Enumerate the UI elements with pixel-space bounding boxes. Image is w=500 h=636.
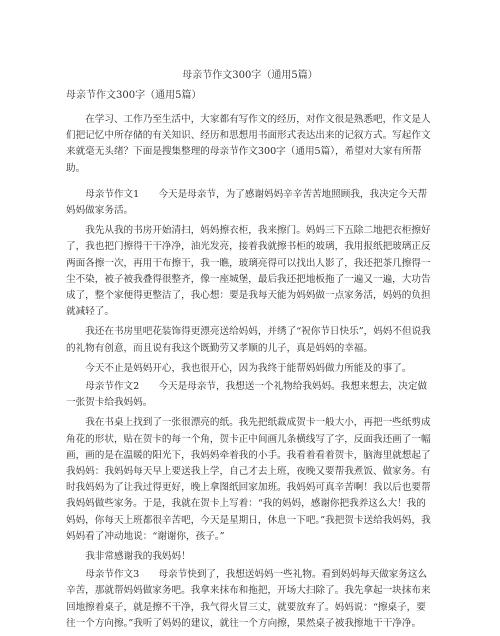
document-title: 母亲节作文300字（通用5篇） bbox=[182, 70, 318, 81]
essay-1-paragraph: 今天不止是妈妈开心，我也很开心，因为我终于能帮妈妈做力所能及的事了。 bbox=[85, 362, 412, 374]
essay-2-heading-paragraph: 母亲节作文2 今天是母亲节，我想送一个礼物给我妈妈。我想来想去，决定做一张贺卡给我妈妈。 bbox=[66, 381, 428, 409]
essay-1-paragraph: 我先从我的书房开始清扫，妈妈擦衣柜，我来擦门。妈妈三下五除二地把衣柜擦好了，我也把门擦得干干净净，油光发亮，接着我就擦书柜的玻璃，我用报纸把玻璃正反两面各擦一次，再用干布擦干，我一瞧，玻璃亮得可以找出人影了，我还把茶几擦得一尘不染，被子被我叠得很整齐，像一座城堡，最后我还把地板拖了一遍又一遍，大功告成了，整个家便得更整洁了，我心想：要是我每天能为妈妈做一点家务活，妈妈的负担就减轻了。 bbox=[66, 225, 431, 318]
essay-3-heading-paragraph: 母亲节作文3 母亲节快到了，我想送妈妈一些礼物。看到妈妈每天做家务这么辛苦，那就帮妈妈做家务吧。我拿来抹布和拖把，开场大扫除了。我先拿起一块抹布来回地擦着桌子，就是擦不干净，我气得火冒三丈，就要放弃了。妈妈说：“擦桌子，要往一个方向擦。”我听了妈妈的建议，就往一个方向擦，果然桌子被我擦地干干净净。 bbox=[66, 569, 431, 629]
essay-1-heading-paragraph: 母亲节作文1 今天是母亲节，为了感谢妈妈辛辛苦苦地照顾我，我决定今天帮妈妈做家务活。 bbox=[66, 188, 428, 217]
document-body bbox=[66, 112, 434, 636]
intro-paragraph: 在学习、工作乃至生活中，大家都有写作文的经历，对作文很是熟悉吧，作文是人们把记忆中所存储的有关知识、经历和思想用书面形式表达出来的记叙方式。写起作文来就毫无头绪？下面是搜集整理的母亲节作文300字（通用5篇），希望对大家有所帮助。 bbox=[66, 114, 431, 174]
essay-2-paragraph: 我在书桌上找到了一张很漂亮的纸。我先把纸裁成贺卡一般大小，再把一些纸剪成角花的形状，贴在贺卡的每一个角，贺卡正中间画儿条横线写了字，反面我还画了一幅画，画的是在温暖的阳光下，我妈妈牵着我的小手。我看着看着贺卡，脑海里就想起了我妈妈：我妈妈每天早上要送我上学，自己才去上班，夜晚又要帮我煮饭、做家务。有时我妈妈为了让我过得更好，晚上拿图纸回家加班。我妈妈可真辛苦啊！我以后也要帮我妈妈做些家务。于是，我就在贺卡上写着：“我的妈妈，感谢你把我养这么大！我的妈妈，你每天上班都很辛苦吧，今天是星期日，休息一下吧。”我把贺卡送给我妈妈，我妈妈看了冲动地说：“谢谢你，孩子。” bbox=[66, 417, 431, 542]
document-subtitle: 母亲节作文300字（通用5篇） bbox=[66, 90, 202, 101]
essay-1-paragraph: 我还在书房里吧花装饰得更漂亮送给妈妈，并绣了“祝你节日快乐”，妈妈不但说我的礼物有创意，而且说有我这个既勤劳又孝顺的儿子，真是妈妈的幸福。 bbox=[66, 326, 431, 354]
essay-2-paragraph: 我非常感谢我的我妈妈！ bbox=[85, 551, 191, 563]
